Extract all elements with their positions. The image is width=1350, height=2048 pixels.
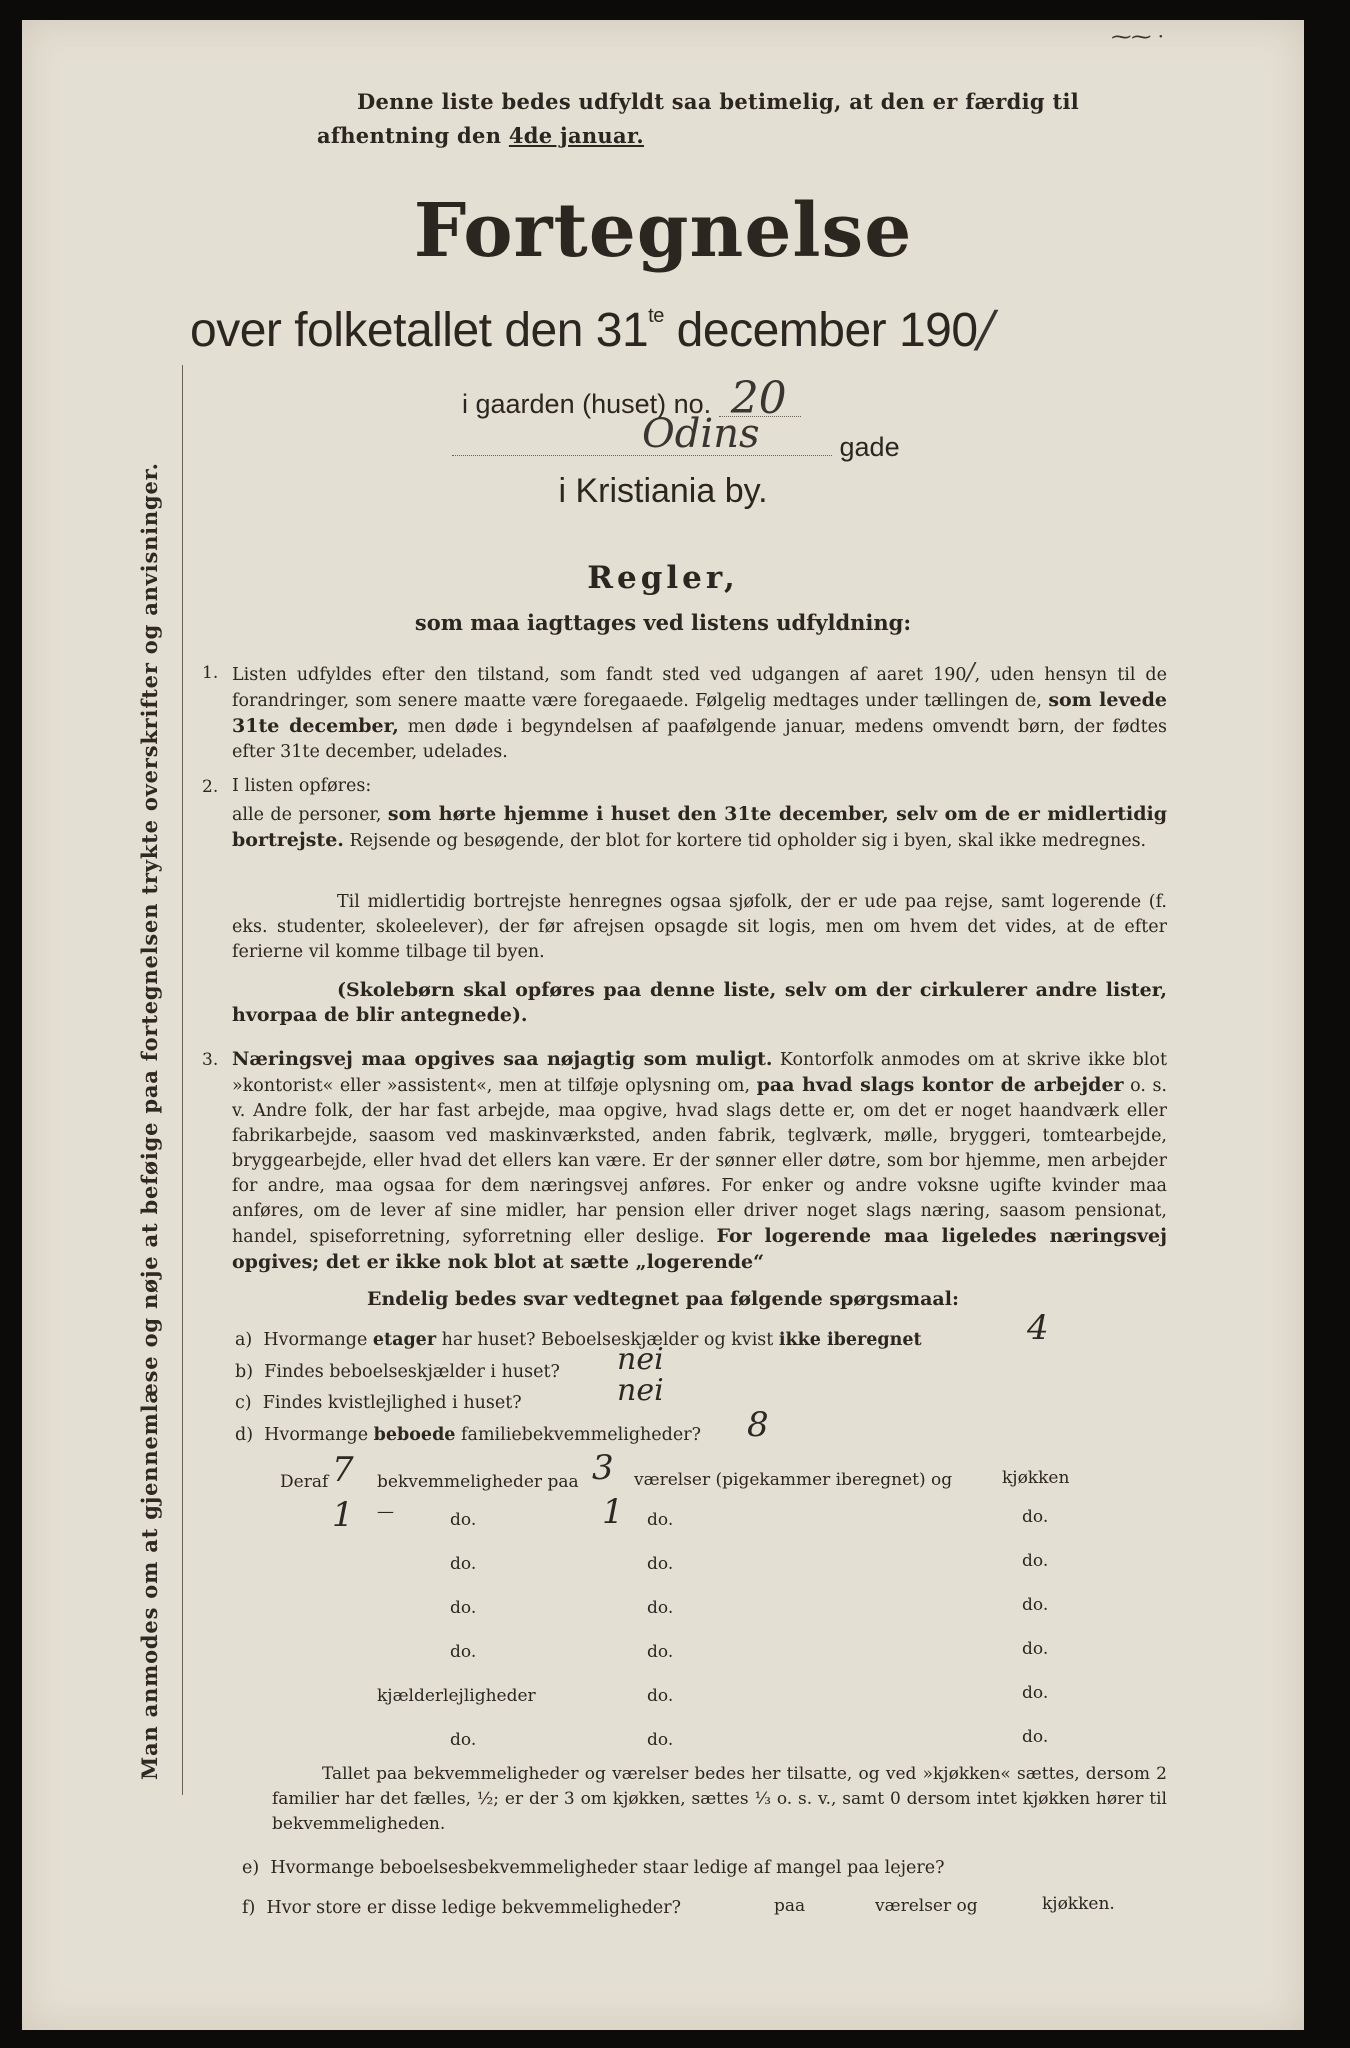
rule-1-number: 1. [202, 663, 219, 683]
row2-do-2: do. [647, 1554, 674, 1574]
rule-2-body: alle de personer, som hørte hjemme i huset den 31te december, selv om de er midlertidig bortrejste. Rejsende og besøgende, der blot for kortere tid opholder sig i byen, skal ikke medregnes. [232, 803, 1167, 851]
house-number-line: i gaarden (huset) no. 20 [462, 382, 801, 420]
vaer-label: værelser (pigekammer iberegnet) og [634, 1470, 953, 1490]
notice-line1: Denne liste bedes udfyldt saa betimelig, at den er færdig til [357, 89, 1080, 114]
rule-1: Listen udfyldes efter den tilstand, som fandt sted ved udgangen af aaret 190/, uden hensyn til de forandringer, som senere maatte være foregaaede. Følgelig medtages under tællingen de, som levede 31te december, men døde i begyndelsen af paafølgende januar, medens omvendt børn, der fødtes efter 31te december, udelades. [232, 658, 1167, 762]
deraf-label: Deraf [280, 1472, 329, 1492]
answer-a: 4 [1027, 1308, 1049, 1348]
rule-2-number: 2. [202, 777, 219, 797]
f-kjokken: kjøkken. [1042, 1894, 1115, 1914]
row1-do-1: do. [450, 1510, 477, 1530]
row3-do-1: do. [450, 1598, 477, 1618]
due-date: 4de januar. [508, 123, 644, 148]
rule-2-note: Til midlertidig bortrejste henregnes ogsaa sjøfolk, der er ude paa rejse, samt logerende (f. eks. studenter, skoleelever), der før afrejsen opsagde sit logis, men om hvem det vides, at de efter ferierne vil komme tilbage til byen. [232, 892, 1167, 962]
f-vaerelser: værelser og [875, 1896, 978, 1916]
row1-count: 1 [332, 1495, 354, 1535]
rule-3: Næringsvej maa opgives saa nøjagtig som muligt. Kontorfolk anmodes om at skrive ikke blot »kontorist« eller »assistent«, men at tilføje oplysning om, paa hvad slags kontor de arbejder o. s. v. Andre folk, der har fast arbejde, maa opgive, hvad slags dette er, om det er noget haandværk eller fabrikarbejde, saasom ved maskinværksted, anden fabrik, teglværk, mølle, bryggeri, tomtearbejde, bryggearbejde, eller hvad det ellers kan være. Er der sønner eller døtre, som bor hjemme, men arbejder for andre, maa ogsaa for dem næringsvej anføres. For enker og andre voksne ugifte kvinder maa anføres, om de lever af sine midler, har pension eller driver noget slags næring, saasom pensionat, handel, spiseforretning, syforretning eller deslige. For logerende maa ligeledes næringsvej opgives; det er ikke nok blot at sætte „logerende“ [232, 1048, 1167, 1273]
kjokken-label: kjøkken [1002, 1468, 1070, 1488]
row1-rooms: 1 [602, 1492, 624, 1532]
rule-2-intro: I listen opføres: [232, 776, 372, 796]
street-name-value: Odins [642, 411, 760, 457]
answer-b: nei [617, 1342, 664, 1377]
row1-do-3: do. [1022, 1507, 1049, 1527]
question-d: d) Hvormange beboede familiebekvemmeligheder? [235, 1425, 701, 1445]
rooms-note: Tallet paa bekvemmeligheder og værelser bedes her tilsatte, og ved »kjøkken« sættes, dersom 2 familier har det fælles, ½; er der 3 om kjøkken, sættes ⅓ o. s. v., samt 0 dersom intet kjøkken hører til bekvemmeligheden. [272, 1764, 1167, 1834]
bekv-label: bekvemmeligheder paa [377, 1472, 579, 1492]
page-title: Fortegnelse [413, 188, 913, 274]
row2-do-1: do. [450, 1554, 477, 1574]
rules-heading: Regler, [587, 560, 739, 596]
kjaelder-label: kjælderlejligheder [377, 1686, 536, 1706]
city: i Kristiania by. [558, 472, 768, 510]
deraf-answer: 7 [332, 1450, 354, 1490]
street-line: Odins gade [452, 425, 900, 463]
rooms-answer: 3 [592, 1448, 614, 1488]
handwritten-year: / [977, 300, 994, 358]
answer-d: 8 [747, 1405, 769, 1445]
f-paa: paa [774, 1896, 806, 1916]
row4-do-2: do. [647, 1642, 674, 1662]
question-b: b) Findes beboelseskjælder i huset? [235, 1362, 560, 1382]
row6-do-3: do. [1022, 1727, 1049, 1747]
row2-do-3: do. [1022, 1551, 1049, 1571]
question-a: a) Hvormange etager har huset? Beboelseskjælder og kvist ikke iberegnet [235, 1330, 922, 1350]
rule-3-number: 3. [202, 1050, 219, 1070]
row6-do-1: do. [450, 1730, 477, 1750]
rule-2-schoolchildren: (Skolebørn skal opføres paa denne liste, selv om der cirkulerer andre lister, hvorpaa de blir antegnede). [232, 979, 1167, 1026]
row3-do-3: do. [1022, 1595, 1049, 1615]
row5-do-2: do. [647, 1686, 674, 1706]
side-rule [182, 365, 183, 1795]
row4-do-1: do. [450, 1642, 477, 1662]
notice-line2: afhentning den 4de januar. [317, 123, 644, 148]
house-number-value: 20 [719, 382, 801, 417]
answer-c: nei [617, 1373, 664, 1408]
questions-intro: Endelig bedes svar vedtegnet paa følgende spørgsmaal: [367, 1288, 959, 1310]
row6-do-2: do. [647, 1730, 674, 1750]
subtitle: over folketallet den $31^{te}$ december 190/ [190, 300, 994, 358]
question-c: c) Findes kvistlejlighed i huset? [235, 1393, 522, 1413]
rules-subheading: som maa iagttages ved listens udfyldning: [414, 610, 912, 635]
row1-do-2: do. [647, 1510, 674, 1530]
row5-do-3: do. [1022, 1683, 1049, 1703]
side-instruction: Man anmodes om at gjennemlæse og nøje at beføige paa fortegnelsen trykte overskrifter og anvisninger. [137, 462, 162, 1780]
row4-do-3: do. [1022, 1639, 1049, 1659]
census-form-sheet [22, 20, 1304, 2030]
corner-mark: ⁓⁓ · [1111, 24, 1164, 48]
question-e: e) Hvormange beboelsesbekvemmeligheder staar ledige af mangel paa lejere? [242, 1858, 945, 1878]
question-f: f) Hvor store er disse ledige bekvemmeligheder? [242, 1898, 682, 1918]
row3-do-2: do. [647, 1598, 674, 1618]
row1-dash: — [377, 1502, 394, 1522]
notice [317, 85, 1177, 153]
